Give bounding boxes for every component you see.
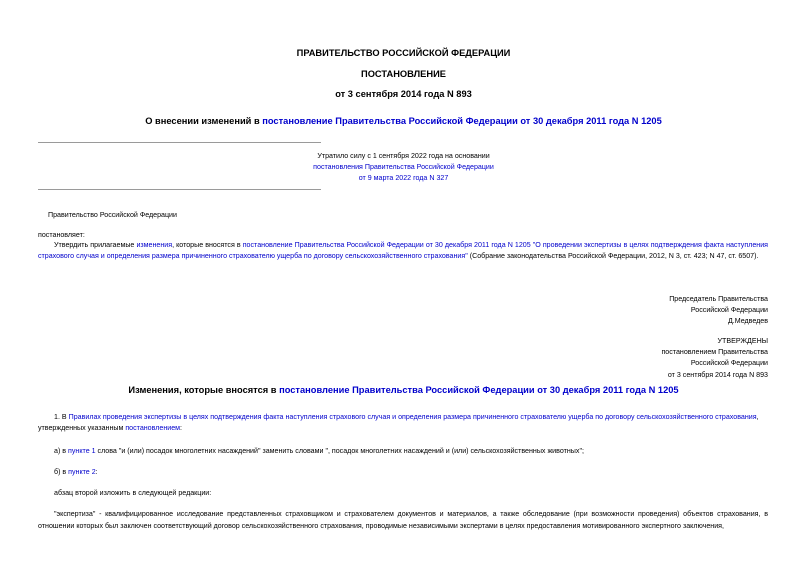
decree-reference-link[interactable]: постановлением xyxy=(125,424,181,433)
changes-link[interactable]: изменения xyxy=(136,241,173,249)
divider-bottom xyxy=(38,189,321,190)
document-title xyxy=(0,116,807,126)
document-title-link[interactable]: постановление Правительства Российской Федерации от 30 декабря 2011 года N 1205 xyxy=(262,116,662,126)
status-note-text: Утратило силу с 1 сентября 2022 года на основании xyxy=(317,152,490,160)
expertise-definition: "экспертиза" - квалифицированное исследование представленных страховщиком и страхователем документов и материалов, а также обследование (при возможности проведения) объектов страхования, в отношении которых был заключен соответствующий договор сельскохозяйственного страхования, проводимые независимыми экспертами в целях предоставления мотивированного экспертного заключения, xyxy=(38,510,768,530)
document-header-date: от 3 сентября 2014 года N 893 xyxy=(335,89,472,99)
item-b-suffix: : xyxy=(95,468,98,476)
point-1-link[interactable]: пункте 1 xyxy=(68,447,96,455)
decree-paragraph xyxy=(38,240,768,263)
item1-middle: , утвержденных указанным xyxy=(38,413,759,433)
item1-prefix: 1. В xyxy=(54,413,69,421)
item-a-prefix: а) в xyxy=(54,447,69,455)
government-name: Правительство Российской Федерации xyxy=(48,211,177,219)
item-a-text: слова "и (или) посадок многолетних насаждений" заменить словами ", посадок многолетних насаждений и (или) сельскохозяйственных животных"; xyxy=(95,447,584,455)
changes-title-link[interactable]: постановление Правительства Российской Федерации от 30 декабря 2011 года N 1205 xyxy=(279,385,679,395)
signature-name: Д.Медведев xyxy=(727,317,768,326)
divider-top xyxy=(38,142,321,143)
approved-date: от 3 сентября 2014 года N 893 xyxy=(667,370,768,379)
decree-word: постановляет: xyxy=(38,231,85,239)
rules-link[interactable]: Правилах проведения экспертизы в целях подтверждения факта наступления страхового случая и определения размера причиненного страхователю ущерба по договору сельскохозяйственного страхования xyxy=(68,413,757,421)
amended-decree-link[interactable]: постановление Правительства Российской Федерации от 30 декабря 2011 года N 1205 "О проведении экспертизы в целях подтверждения факта наступления страхового случая и определения размера причиненного страхователю ущерба по договору сельскохозяйственного страхования" xyxy=(38,241,768,261)
document-header-government: ПРАВИТЕЛЬСТВО РОССИЙСКОЙ ФЕДЕРАЦИИ xyxy=(296,48,511,58)
decree-text-part1: Утвердить прилагаемые xyxy=(54,241,137,249)
change-item-a xyxy=(54,446,774,457)
change-item-b xyxy=(54,467,98,478)
document-title-prefix: О внесении изменений в xyxy=(145,116,263,126)
status-note-link-line1[interactable]: постановления Правительства Российской Федерации xyxy=(313,163,494,171)
point-2-link[interactable]: пункте 2 xyxy=(68,468,96,476)
document-header-type: ПОСТАНОВЛЕНИЕ xyxy=(361,69,446,79)
approved-heading: УТВЕРЖДЕНЫ xyxy=(717,337,768,345)
approved-line2: постановлением Правительства xyxy=(661,348,768,357)
change-item-1 xyxy=(38,412,768,435)
signature-block xyxy=(669,294,768,328)
paragraph-instruction: абзац второй изложить в следующей редакции: xyxy=(54,489,212,497)
approved-line3: Российской Федерации xyxy=(690,359,768,368)
status-note-link-line2[interactable]: от 9 марта 2022 года N 327 xyxy=(358,174,449,182)
item-b-prefix: б) в xyxy=(54,468,69,476)
decree-text-part2: , которые вносятся в xyxy=(172,241,243,249)
changes-title xyxy=(0,385,807,395)
decree-text-part3: (Собрание законодательства Российской Федерации, 2012, N 3, ст. 423; N 47, ст. 6507). xyxy=(467,252,759,261)
item1-suffix: : xyxy=(180,424,182,433)
approved-block xyxy=(661,336,768,381)
signature-org: Российской Федерации xyxy=(690,306,768,315)
status-note xyxy=(0,151,807,184)
signature-position: Председатель Правительства xyxy=(669,295,768,303)
changes-title-prefix: Изменения, которые вносятся в xyxy=(128,385,280,395)
